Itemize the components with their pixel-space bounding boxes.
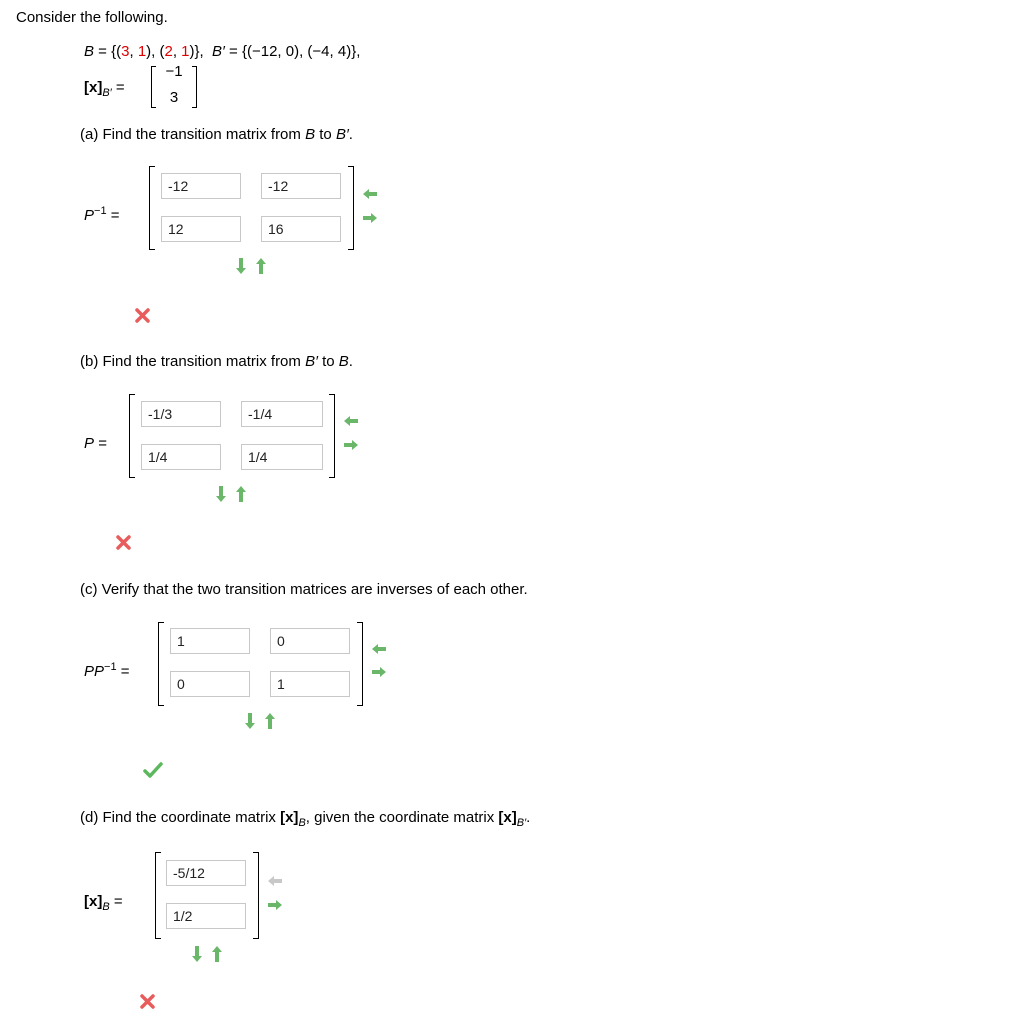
part-c-question: (c) Verify that the two transition matrices are inverses of each other. <box>80 581 528 598</box>
part-c-bracket-left <box>158 622 164 706</box>
add-row-arrow-icon[interactable] <box>245 713 255 729</box>
part-a-cell-r1c2[interactable] <box>261 173 341 199</box>
given-x-value-2: 3 <box>169 89 179 106</box>
add-column-arrow-icon[interactable] <box>344 440 358 450</box>
Bprime-label: B′ <box>212 43 225 60</box>
part-a-cell-r1c1[interactable] <box>161 173 241 199</box>
part-c-cell-r1c2[interactable] <box>270 628 350 654</box>
remove-column-arrow-icon[interactable] <box>363 189 377 199</box>
given-x-label: $[x]_{B'}$ = <box>84 79 125 99</box>
given-x-value-1: −1 <box>165 63 183 80</box>
part-b-cell-r2c2[interactable] <box>241 444 323 470</box>
part-d-cell-r2[interactable] <box>166 903 246 929</box>
remove-row-arrow-icon[interactable] <box>265 713 275 729</box>
part-c-matrix-label: $PP^{-1}$ = <box>84 661 130 680</box>
remove-column-arrow-icon[interactable] <box>372 644 386 654</box>
given-bracket-left <box>151 66 156 108</box>
add-column-arrow-icon[interactable] <box>372 667 386 677</box>
add-column-arrow-icon[interactable] <box>268 900 282 910</box>
part-b-bracket-right <box>329 394 335 478</box>
incorrect-cross-icon <box>135 308 150 323</box>
incorrect-cross-icon <box>116 535 131 550</box>
part-b-cell-r1c2[interactable] <box>241 401 323 427</box>
part-a-question: (a) Find the transition matrix from B to B′. <box>80 126 353 143</box>
part-a-matrix-label: $P^{-1}$ = <box>84 205 120 224</box>
part-c-cell-r1c1[interactable] <box>170 628 250 654</box>
part-b-matrix-label: P = <box>84 435 107 452</box>
part-d-question: (d) Find the coordinate matrix $[x]_B$, given the coordinate matrix $[x]_{B'}$. <box>80 809 531 829</box>
part-a-bracket-right <box>348 166 354 250</box>
add-row-arrow-icon[interactable] <box>216 486 226 502</box>
remove-column-arrow-disabled-icon <box>268 876 282 886</box>
remove-row-arrow-icon[interactable] <box>212 946 222 962</box>
part-c-cell-r2c2[interactable] <box>270 671 350 697</box>
part-d-matrix-label: $[x]_B$ = <box>84 893 123 913</box>
part-b-cell-r2c1[interactable] <box>141 444 221 470</box>
add-row-arrow-icon[interactable] <box>236 258 246 274</box>
part-a-cell-r2c2[interactable] <box>261 216 341 242</box>
part-a-cell-r2c1[interactable] <box>161 216 241 242</box>
part-b-cell-r1c1[interactable] <box>141 401 221 427</box>
incorrect-cross-icon <box>140 994 155 1009</box>
part-c-bracket-right <box>357 622 363 706</box>
remove-row-arrow-icon[interactable] <box>236 486 246 502</box>
add-row-arrow-icon[interactable] <box>192 946 202 962</box>
part-d-bracket-right <box>253 852 259 939</box>
part-a-bracket-left <box>149 166 155 250</box>
part-c-cell-r2c1[interactable] <box>170 671 250 697</box>
intro-text: Consider the following. <box>16 9 168 26</box>
given-bracket-right <box>192 66 197 108</box>
part-b-question: (b) Find the transition matrix from B′ to B. <box>80 353 353 370</box>
part-d-cell-r1[interactable] <box>166 860 246 886</box>
B-label: B <box>84 43 95 60</box>
correct-check-icon <box>143 762 163 778</box>
part-b-bracket-left <box>129 394 135 478</box>
add-column-arrow-icon[interactable] <box>363 213 377 223</box>
remove-column-arrow-icon[interactable] <box>344 416 358 426</box>
part-d-bracket-left <box>155 852 161 939</box>
remove-row-arrow-icon[interactable] <box>256 258 266 274</box>
given-sets: B = {(3, 1), (2, 1)}, B′ = {(−12, 0), (−4, 4)}, <box>84 43 361 60</box>
